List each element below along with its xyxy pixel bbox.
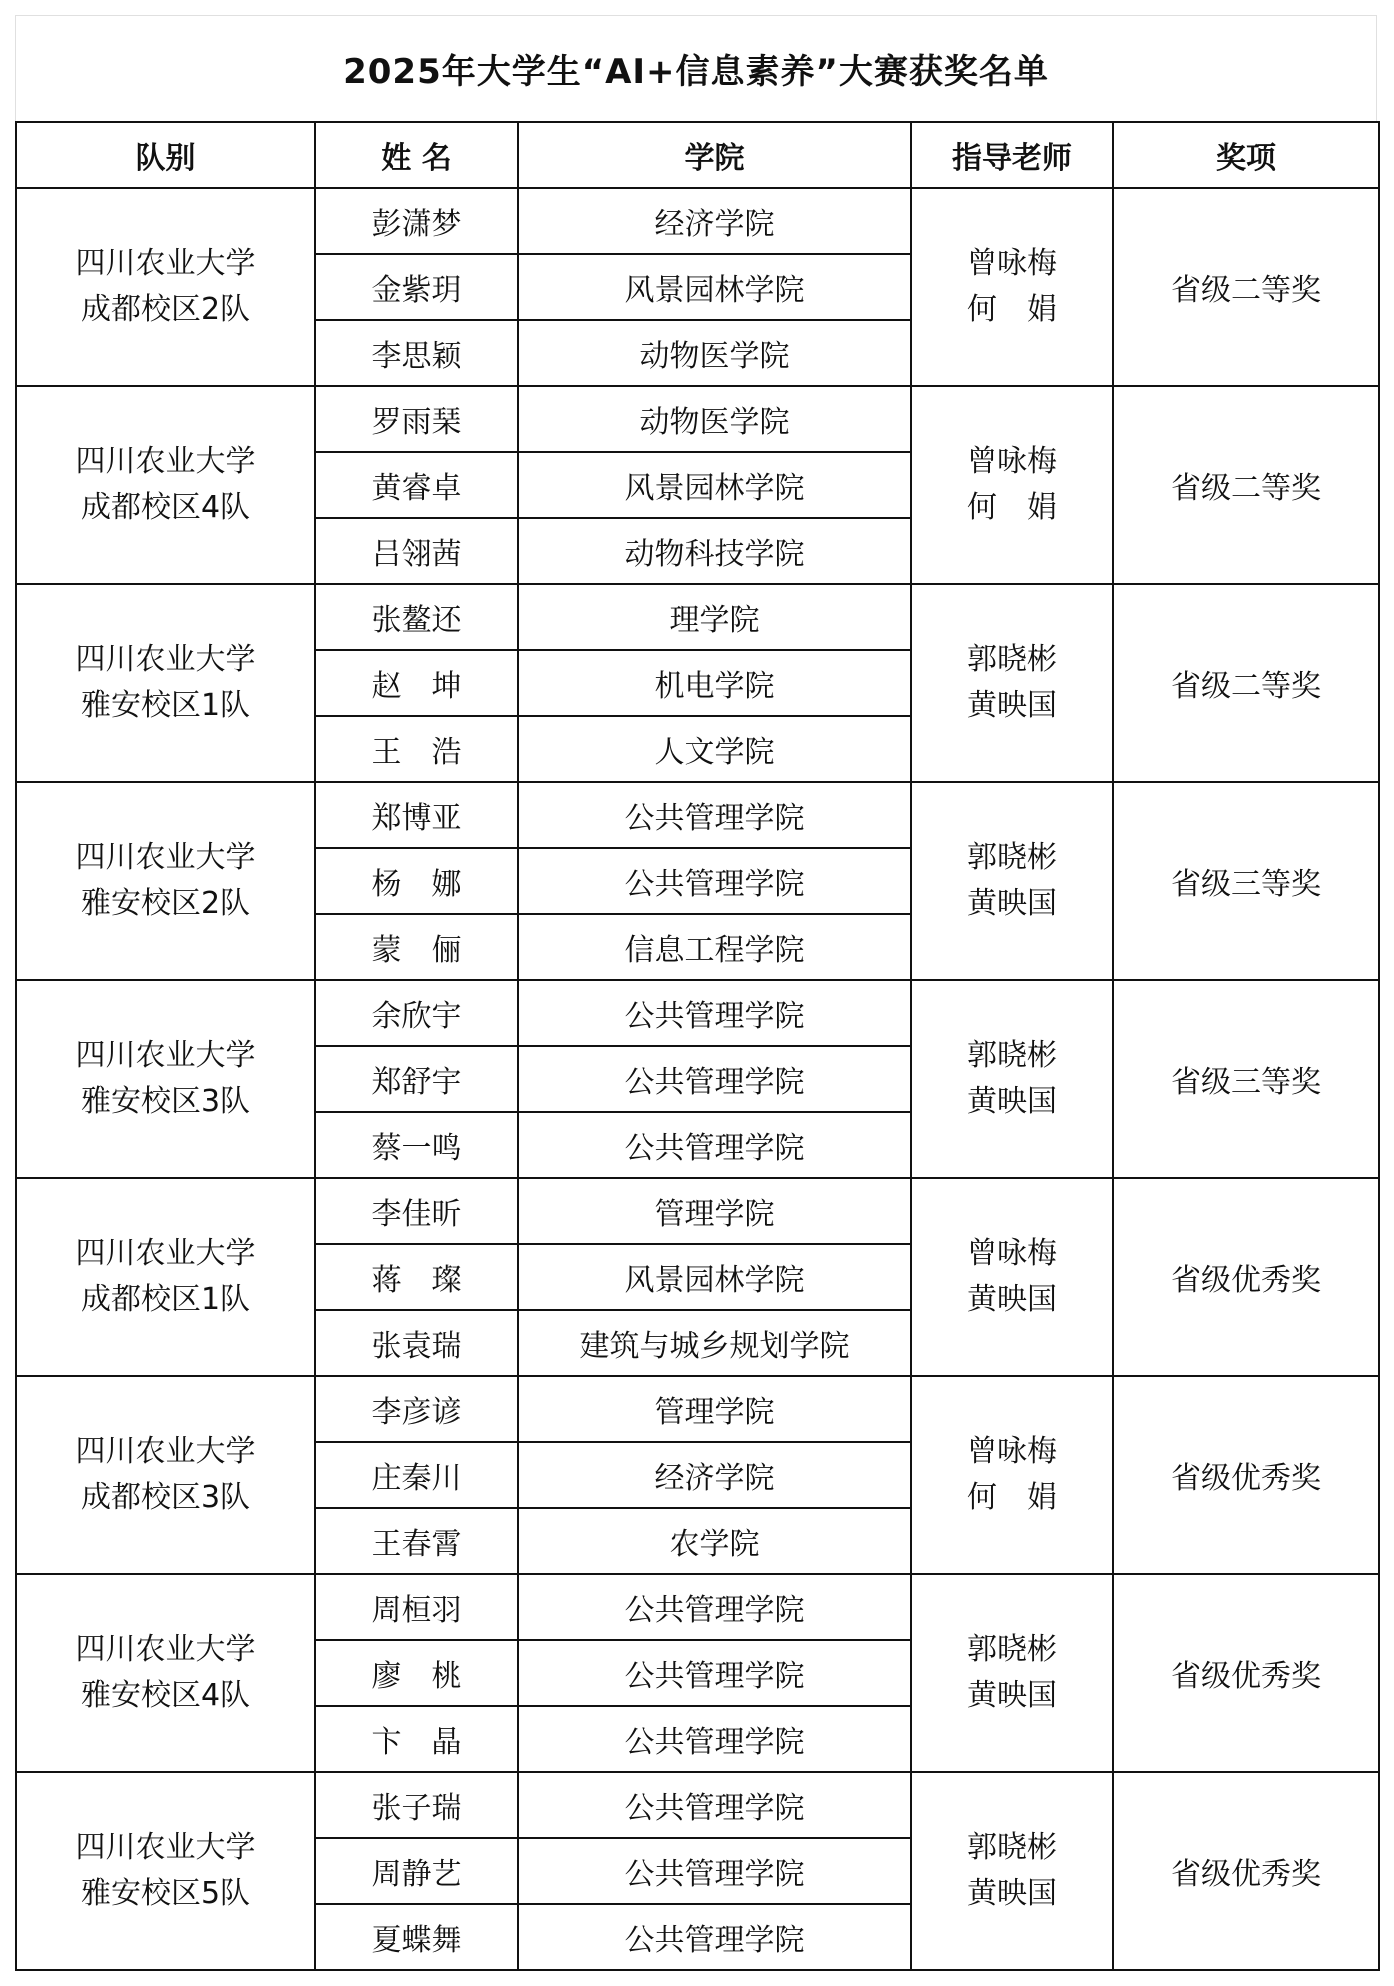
member-college: 公共管理学院 (518, 1640, 911, 1706)
member-name: 张袁瑞 (315, 1310, 518, 1376)
advisor-1: 郭晓彬 (967, 1038, 1057, 1073)
member-college: 公共管理学院 (518, 1772, 911, 1838)
member-name: 李佳昕 (315, 1178, 518, 1244)
team-school: 四川农业大学 (75, 1434, 256, 1469)
member-name: 郑舒宇 (315, 1046, 518, 1112)
member-college: 公共管理学院 (518, 1706, 911, 1772)
award-cell: 省级三等奖 (1113, 782, 1379, 980)
member-name: 卞 晶 (315, 1706, 518, 1772)
member-name: 赵 坤 (315, 650, 518, 716)
member-name: 罗雨琹 (315, 386, 518, 452)
member-college: 理学院 (518, 584, 911, 650)
member-name: 李思颖 (315, 320, 518, 386)
advisor-cell (911, 386, 1113, 584)
member-college: 公共管理学院 (518, 980, 911, 1046)
member-college: 风景园林学院 (518, 1244, 911, 1310)
member-name: 蒙 俪 (315, 914, 518, 980)
award-cell: 省级二等奖 (1113, 188, 1379, 386)
member-name: 吕翎茜 (315, 518, 518, 584)
advisor-1: 曾咏梅 (967, 444, 1057, 479)
member-name: 夏蝶舞 (315, 1904, 518, 1970)
team-cell (16, 584, 315, 782)
team-campus: 雅安校区5队 (80, 1876, 251, 1911)
member-name: 余欣宇 (315, 980, 518, 1046)
member-college: 风景园林学院 (518, 452, 911, 518)
advisor-1: 曾咏梅 (967, 1434, 1057, 1469)
team-campus: 雅安校区3队 (80, 1084, 251, 1119)
team-campus: 雅安校区1队 (80, 688, 251, 723)
advisor-cell (911, 980, 1113, 1178)
header-advisor: 指导老师 (911, 122, 1113, 188)
team-campus: 成都校区1队 (80, 1282, 251, 1317)
team-cell (16, 1772, 315, 1970)
header-name: 姓 名 (315, 122, 518, 188)
table-row (16, 188, 1379, 254)
advisor-2: 何 娟 (967, 292, 1057, 327)
member-college: 公共管理学院 (518, 848, 911, 914)
member-name: 金紫玥 (315, 254, 518, 320)
team-school: 四川农业大学 (75, 246, 256, 281)
member-college: 经济学院 (518, 1442, 911, 1508)
advisor-1: 郭晓彬 (967, 1632, 1057, 1667)
team-school: 四川农业大学 (75, 1038, 256, 1073)
team-campus: 雅安校区4队 (80, 1678, 251, 1713)
team-school: 四川农业大学 (75, 444, 256, 479)
member-college: 动物医学院 (518, 386, 911, 452)
header-award: 奖项 (1113, 122, 1379, 188)
member-name: 彭潇梦 (315, 188, 518, 254)
table-row (16, 584, 1379, 650)
member-college: 公共管理学院 (518, 1904, 911, 1970)
member-college: 公共管理学院 (518, 1838, 911, 1904)
advisor-cell (911, 188, 1113, 386)
advisor-2: 黄映国 (967, 1282, 1057, 1317)
advisor-2: 黄映国 (967, 688, 1057, 723)
member-college: 农学院 (518, 1508, 911, 1574)
header-college: 学院 (518, 122, 911, 188)
team-campus: 雅安校区2队 (80, 886, 251, 921)
header-row (16, 122, 1379, 188)
member-name: 张子瑞 (315, 1772, 518, 1838)
member-college: 管理学院 (518, 1178, 911, 1244)
member-name: 王 浩 (315, 716, 518, 782)
advisor-2: 何 娟 (967, 1480, 1057, 1515)
advisor-2: 黄映国 (967, 1876, 1057, 1911)
advisor-cell (911, 584, 1113, 782)
table-row (16, 1178, 1379, 1244)
advisor-2: 黄映国 (967, 1084, 1057, 1119)
team-school: 四川农业大学 (75, 1236, 256, 1271)
member-college: 动物医学院 (518, 320, 911, 386)
member-name: 郑博亚 (315, 782, 518, 848)
member-name: 蔡一鸣 (315, 1112, 518, 1178)
member-college: 建筑与城乡规划学院 (518, 1310, 911, 1376)
advisor-cell (911, 1376, 1113, 1574)
team-cell (16, 1376, 315, 1574)
member-college: 公共管理学院 (518, 1112, 911, 1178)
table-row (16, 386, 1379, 452)
team-cell (16, 1574, 315, 1772)
team-cell (16, 980, 315, 1178)
member-name: 王春霄 (315, 1508, 518, 1574)
team-cell (16, 782, 315, 980)
member-college: 机电学院 (518, 650, 911, 716)
advisor-2: 黄映国 (967, 886, 1057, 921)
award-cell: 省级优秀奖 (1113, 1574, 1379, 1772)
member-college: 公共管理学院 (518, 1046, 911, 1112)
table-row (16, 782, 1379, 848)
award-cell: 省级二等奖 (1113, 584, 1379, 782)
team-campus: 成都校区3队 (80, 1480, 251, 1515)
team-cell (16, 1178, 315, 1376)
award-table (15, 121, 1380, 1971)
member-name: 李彦谚 (315, 1376, 518, 1442)
member-name: 黄睿卓 (315, 452, 518, 518)
advisor-cell (911, 1574, 1113, 1772)
award-cell: 省级优秀奖 (1113, 1178, 1379, 1376)
table-row (16, 1772, 1379, 1838)
advisor-1: 曾咏梅 (967, 246, 1057, 281)
award-cell: 省级优秀奖 (1113, 1772, 1379, 1970)
advisor-cell (911, 1772, 1113, 1970)
award-cell: 省级二等奖 (1113, 386, 1379, 584)
advisor-2: 黄映国 (967, 1678, 1057, 1713)
member-college: 管理学院 (518, 1376, 911, 1442)
table-row (16, 1376, 1379, 1442)
team-school: 四川农业大学 (75, 1830, 256, 1865)
member-name: 蒋 璨 (315, 1244, 518, 1310)
team-school: 四川农业大学 (75, 1632, 256, 1667)
document-title: 2025年大学生“AI+信息素养”大赛获奖名单 (15, 15, 1377, 121)
member-college: 风景园林学院 (518, 254, 911, 320)
member-college: 人文学院 (518, 716, 911, 782)
table-row (16, 1574, 1379, 1640)
advisor-1: 郭晓彬 (967, 1830, 1057, 1865)
team-campus: 成都校区2队 (80, 292, 251, 327)
member-name: 周桓羽 (315, 1574, 518, 1640)
team-campus: 成都校区4队 (80, 490, 251, 525)
team-cell (16, 188, 315, 386)
award-cell: 省级优秀奖 (1113, 1376, 1379, 1574)
advisor-cell (911, 782, 1113, 980)
team-cell (16, 386, 315, 584)
advisor-2: 何 娟 (967, 490, 1057, 525)
award-cell: 省级三等奖 (1113, 980, 1379, 1178)
member-name: 杨 娜 (315, 848, 518, 914)
member-name: 张鳌还 (315, 584, 518, 650)
header-team: 队别 (16, 122, 315, 188)
member-name: 周静艺 (315, 1838, 518, 1904)
team-school: 四川农业大学 (75, 840, 256, 875)
member-college: 公共管理学院 (518, 1574, 911, 1640)
member-name: 廖 桃 (315, 1640, 518, 1706)
team-school: 四川农业大学 (75, 642, 256, 677)
member-college: 公共管理学院 (518, 782, 911, 848)
advisor-cell (911, 1178, 1113, 1376)
advisor-1: 曾咏梅 (967, 1236, 1057, 1271)
member-college: 信息工程学院 (518, 914, 911, 980)
advisor-1: 郭晓彬 (967, 642, 1057, 677)
member-name: 庄秦川 (315, 1442, 518, 1508)
table-row (16, 980, 1379, 1046)
advisor-1: 郭晓彬 (967, 840, 1057, 875)
member-college: 动物科技学院 (518, 518, 911, 584)
member-college: 经济学院 (518, 188, 911, 254)
